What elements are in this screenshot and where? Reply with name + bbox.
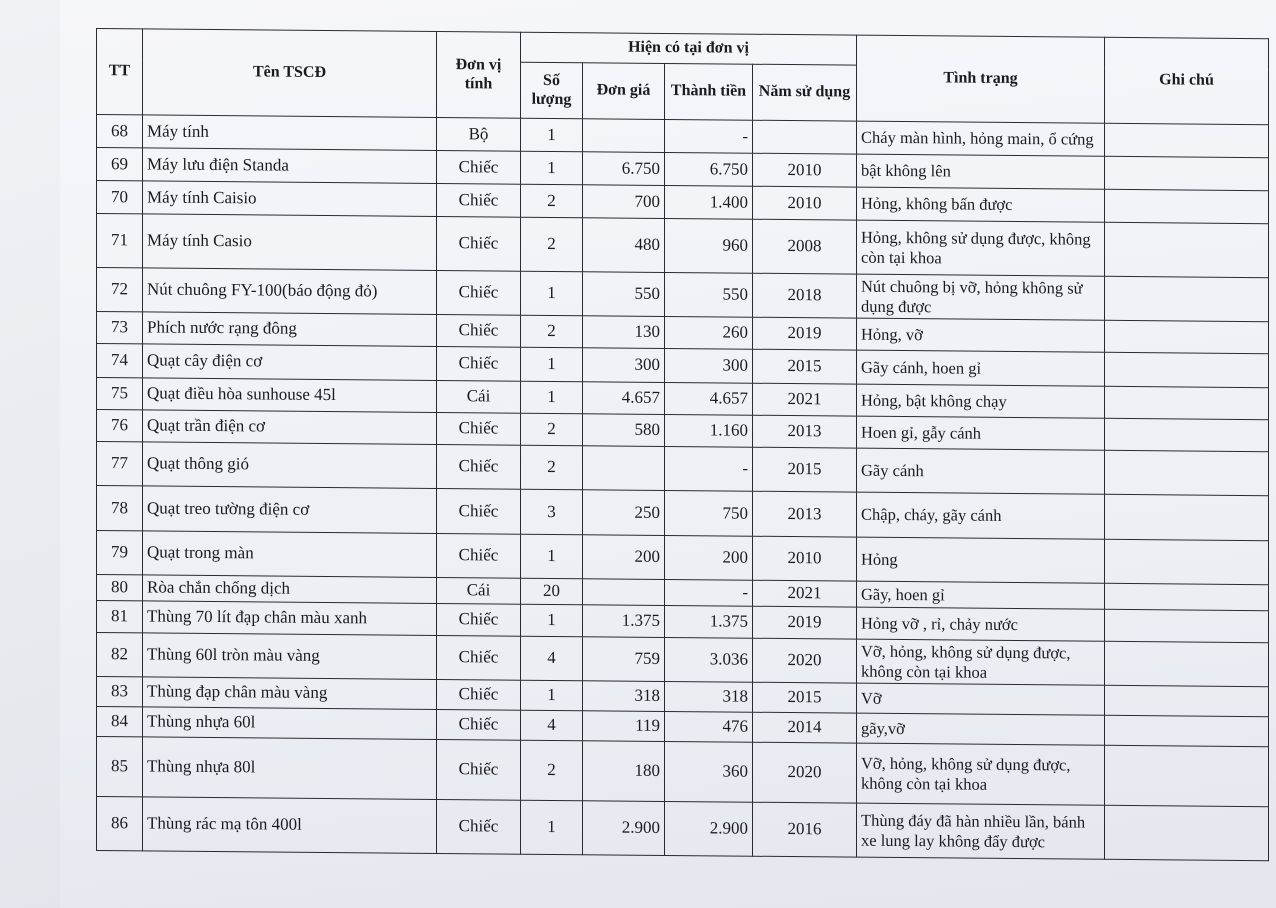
condition-cell: Gãy cánh	[857, 448, 1105, 494]
row-number-cell: 82	[97, 633, 143, 677]
total-amount-cell: -	[665, 579, 753, 606]
condition-cell: Hỏng, vỡ	[857, 318, 1105, 352]
condition-cell: Hỏng, không sử dụng được, không còn tại khoa	[857, 220, 1105, 276]
unit-cell: Bộ	[437, 117, 521, 151]
unit-cell: Chiếc	[437, 346, 521, 381]
asset-name-cell: Máy lưu điện Standa	[143, 148, 437, 184]
condition-cell: Vỡ, hỏng, không sử dụng được, không còn tại khoa	[857, 639, 1105, 685]
unit-price-cell: 1.375	[583, 605, 665, 638]
year-of-use-cell: 2020	[753, 742, 857, 803]
total-amount-cell: 1.400	[665, 185, 753, 219]
condition-cell: Gãy, hoen gỉ	[857, 581, 1105, 609]
total-amount-cell: 550	[665, 272, 753, 317]
asset-name-cell: Quạt treo tường điện cơ	[143, 486, 437, 534]
header-group: Hiện có tại đơn vị	[521, 32, 857, 65]
note-cell	[1105, 320, 1269, 353]
row-number-cell: 69	[97, 148, 143, 181]
asset-name-cell: Thùng rác mạ tôn 400l	[143, 797, 437, 854]
condition-cell: Hỏng	[857, 537, 1105, 583]
asset-name-cell: Quạt thông gió	[143, 442, 437, 489]
row-number-cell: 83	[97, 677, 143, 707]
row-number-cell: 85	[97, 737, 143, 797]
unit-cell: Chiếc	[437, 635, 521, 680]
unit-price-cell: 250	[583, 490, 665, 536]
header-status: Tình trạng	[857, 35, 1105, 123]
asset-name-cell: Quạt cây điện cơ	[143, 344, 437, 381]
header-tt: TT	[97, 29, 143, 115]
total-amount-cell: 300	[665, 348, 753, 383]
note-cell	[1105, 123, 1269, 157]
year-of-use-cell: 2013	[753, 415, 857, 448]
header-unit: Đơn vị tính	[437, 31, 521, 118]
unit-cell: Cái	[437, 577, 521, 604]
year-of-use-cell: 2018	[753, 273, 857, 318]
condition-cell: Vỡ, hỏng, không sử dụng được, không còn tại khoa	[857, 743, 1105, 805]
row-number-cell: 73	[97, 312, 143, 344]
header-price: Đơn giá	[583, 63, 665, 120]
total-amount-cell: 318	[665, 681, 753, 712]
quantity-cell: 2	[521, 217, 583, 272]
unit-cell: Chiếc	[437, 488, 521, 534]
note-cell	[1105, 745, 1269, 806]
year-of-use-cell: 2010	[753, 186, 857, 220]
asset-name-cell: Máy tính	[143, 115, 437, 151]
row-number-cell: 81	[97, 601, 143, 633]
quantity-cell: 1	[521, 534, 583, 579]
row-number-cell: 78	[97, 486, 143, 531]
total-amount-cell: 3.036	[665, 637, 753, 682]
row-number-cell: 84	[97, 707, 143, 737]
quantity-cell: 1	[521, 381, 583, 414]
unit-price-cell: 6.750	[583, 152, 665, 186]
unit-cell: Chiếc	[437, 270, 521, 315]
unit-cell: Chiếc	[437, 603, 521, 636]
unit-cell: Chiếc	[437, 679, 521, 710]
unit-price-cell: 550	[583, 272, 665, 317]
unit-price-cell: 480	[583, 218, 665, 273]
asset-table	[96, 28, 1269, 861]
asset-name-cell: Quạt trần điện cơ	[143, 410, 437, 445]
asset-name-cell: Thùng đạp chân màu vàng	[143, 677, 437, 710]
unit-cell: Chiếc	[437, 739, 521, 800]
condition-cell: gãy,vỡ	[857, 713, 1105, 745]
unit-price-cell	[583, 446, 665, 491]
year-of-use-cell: 2019	[753, 606, 857, 639]
unit-cell: Chiếc	[437, 412, 521, 445]
note-cell	[1105, 685, 1269, 716]
total-amount-cell: 260	[665, 316, 753, 349]
unit-cell: Chiếc	[437, 444, 521, 489]
quantity-cell: 4	[521, 710, 583, 741]
year-of-use-cell: 2013	[753, 491, 857, 537]
year-of-use-cell: 2014	[753, 712, 857, 743]
asset-name-cell: Nút chuông FY-100(báo động đỏ)	[143, 268, 437, 315]
year-of-use-cell: 2008	[753, 219, 857, 274]
header-note: Ghi chú	[1105, 37, 1269, 124]
red-stamp-fragment	[640, 896, 780, 908]
total-amount-cell: -	[665, 446, 753, 491]
quantity-cell: 1	[521, 271, 583, 316]
unit-cell: Cái	[437, 380, 521, 413]
total-amount-cell: 200	[665, 535, 753, 580]
unit-price-cell: 580	[583, 414, 665, 447]
total-amount-cell: 6.750	[665, 152, 753, 186]
condition-cell: Chập, cháy, gãy cánh	[857, 492, 1105, 539]
asset-name-cell: Ròa chắn chống dịch	[143, 575, 437, 604]
row-number-cell: 68	[97, 115, 143, 148]
quantity-cell: 1	[521, 604, 583, 637]
year-of-use-cell: 2015	[753, 349, 857, 384]
condition-cell: Thùng đáy đã hàn nhiều lần, bánh xe lung lay không đẩy được	[857, 803, 1105, 859]
total-amount-cell: -	[665, 119, 753, 153]
quantity-cell: 2	[521, 740, 583, 801]
condition-cell: Hỏng, không bấn được	[857, 187, 1105, 222]
note-cell	[1105, 539, 1269, 584]
note-cell	[1105, 715, 1269, 746]
total-amount-cell: 360	[665, 741, 753, 802]
note-cell	[1105, 352, 1269, 387]
unit-price-cell	[583, 119, 665, 153]
unit-price-cell: 2.900	[583, 801, 665, 856]
year-of-use-cell: 2016	[753, 802, 857, 857]
header-qty: Số lượng	[521, 62, 583, 119]
unit-cell: Chiếc	[437, 709, 521, 740]
asset-name-cell: Quạt trong màn	[143, 531, 437, 578]
note-cell	[1105, 418, 1269, 451]
total-amount-cell: 1.160	[665, 414, 753, 447]
unit-cell: Chiếc	[437, 314, 521, 347]
note-cell	[1105, 609, 1269, 642]
quantity-cell: 2	[521, 413, 583, 446]
note-cell	[1105, 156, 1269, 190]
note-cell	[1105, 386, 1269, 419]
year-of-use-cell: 2019	[753, 317, 857, 350]
note-cell	[1105, 583, 1269, 610]
asset-name-cell: Thùng 70 lít đạp chân màu xanh	[143, 601, 437, 636]
note-cell	[1105, 276, 1269, 321]
total-amount-cell: 2.900	[665, 801, 753, 856]
table-header	[97, 29, 1269, 125]
quantity-cell: 1	[521, 151, 583, 185]
unit-cell: Chiếc	[437, 216, 521, 271]
row-number-cell: 80	[97, 575, 143, 601]
quantity-cell: 2	[521, 184, 583, 218]
row-number-cell: 72	[97, 268, 143, 312]
condition-cell: Vỡ	[857, 683, 1105, 715]
condition-cell: bật không lên	[857, 154, 1105, 189]
condition-cell: Nút chuông bị vỡ, hỏng không sử dụng được	[857, 274, 1105, 320]
row-number-cell: 75	[97, 378, 143, 410]
table-row	[97, 737, 1269, 807]
note-cell	[1105, 641, 1269, 686]
unit-price-cell: 200	[583, 535, 665, 580]
condition-cell: Hỏng vỡ , rỉ, chảy nước	[857, 607, 1105, 641]
header-total: Thành tiền	[665, 63, 753, 120]
asset-name-cell: Thùng nhựa 60l	[143, 707, 437, 740]
asset-name-cell: Quạt điều hòa sunhouse 45l	[143, 378, 437, 413]
quantity-cell: 3	[521, 489, 583, 535]
row-number-cell: 77	[97, 442, 143, 486]
unit-cell: Chiếc	[437, 799, 521, 854]
unit-price-cell: 300	[583, 348, 665, 383]
quantity-cell: 2	[521, 445, 583, 490]
total-amount-cell: 960	[665, 218, 753, 273]
note-cell	[1105, 189, 1269, 223]
total-amount-cell: 750	[665, 490, 753, 536]
unit-price-cell: 759	[583, 637, 665, 682]
total-amount-cell: 1.375	[665, 605, 753, 638]
unit-cell: Chiếc	[437, 533, 521, 578]
quantity-cell: 2	[521, 315, 583, 348]
unit-cell: Chiếc	[437, 183, 521, 217]
note-cell	[1105, 494, 1269, 540]
note-cell	[1105, 450, 1269, 495]
row-number-cell: 79	[97, 531, 143, 575]
asset-name-cell: Thùng nhựa 80l	[143, 737, 437, 800]
unit-price-cell: 130	[583, 316, 665, 349]
table-body	[97, 115, 1269, 861]
note-cell	[1105, 222, 1269, 277]
year-of-use-cell: 2021	[753, 580, 857, 607]
quantity-cell: 1	[521, 347, 583, 382]
year-of-use-cell: 2010	[753, 536, 857, 581]
asset-name-cell: Thùng 60l tròn màu vàng	[143, 633, 437, 680]
quantity-cell: 1	[521, 680, 583, 711]
total-amount-cell: 4.657	[665, 382, 753, 415]
unit-price-cell: 4.657	[583, 382, 665, 415]
row-number-cell: 70	[97, 181, 143, 214]
year-of-use-cell: 2010	[753, 153, 857, 187]
asset-name-cell: Máy tính Caisio	[143, 181, 437, 217]
unit-price-cell	[583, 579, 665, 606]
unit-cell: Chiếc	[437, 150, 521, 184]
quantity-cell: 20	[521, 578, 583, 605]
year-of-use-cell: 2015	[753, 682, 857, 713]
table-row	[97, 797, 1269, 861]
condition-cell: Gãy cánh, hoen gỉ	[857, 350, 1105, 386]
condition-cell: Cháy màn hình, hỏng main, ổ cứng	[857, 121, 1105, 156]
row-number-cell: 76	[97, 410, 143, 442]
unit-price-cell: 318	[583, 681, 665, 712]
header-name: Tên TSCĐ	[143, 29, 437, 118]
total-amount-cell: 476	[665, 711, 753, 742]
year-of-use-cell: 2021	[753, 383, 857, 416]
header-year: Năm sử dụng	[753, 64, 857, 121]
year-of-use-cell: 2020	[753, 638, 857, 683]
asset-name-cell: Máy tính Casio	[143, 214, 437, 271]
row-number-cell: 71	[97, 214, 143, 268]
condition-cell: Hoen gỉ, gẫy cánh	[857, 416, 1105, 450]
asset-table-sheet	[96, 28, 1268, 862]
asset-name-cell: Phích nước rạng đông	[143, 312, 437, 347]
condition-cell: Hỏng, bật không chạy	[857, 384, 1105, 418]
quantity-cell: 4	[521, 636, 583, 681]
unit-price-cell: 180	[583, 741, 665, 802]
row-number-cell: 86	[97, 797, 143, 851]
year-of-use-cell	[753, 120, 857, 154]
unit-price-cell: 700	[583, 185, 665, 219]
quantity-cell: 1	[521, 800, 583, 855]
note-cell	[1105, 805, 1269, 860]
unit-price-cell: 119	[583, 711, 665, 742]
row-number-cell: 74	[97, 344, 143, 378]
quantity-cell: 1	[521, 118, 583, 152]
year-of-use-cell: 2015	[753, 447, 857, 492]
